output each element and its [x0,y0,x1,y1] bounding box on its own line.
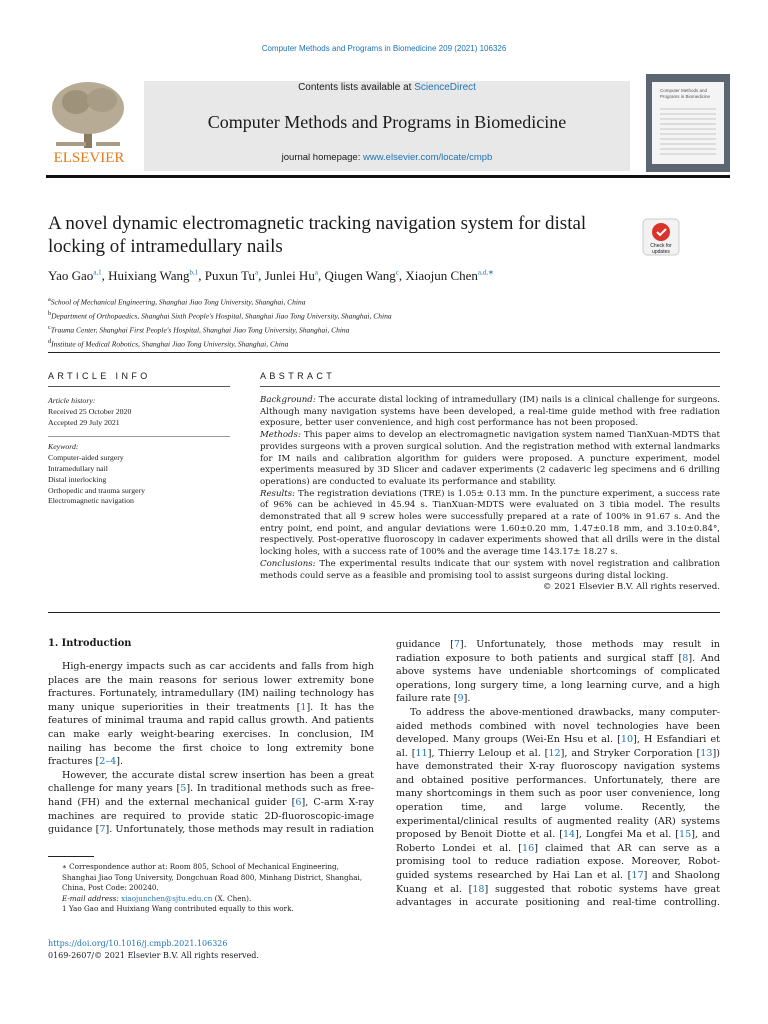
paragraph-text: ]. And above systems have undeniable shortcomings of complicated operations, long surgery time, a long learning curve, and a high failure rate [ [396,652,720,705]
paragraph-text: ] suggested that robotic systems have great advantages in accurate positioning and real-time controlling. [396,883,720,909]
abstract-heading: ABSTRACT [260,371,336,381]
conclusions-text: The experimental results indicate that our system with novel registration and calibration methods could serve as a feasible and promising tool to assist surgeons during distal locking. [260,558,720,581]
intro-paragraph-3 [396,706,720,912]
author-name[interactable]: Huixiang Wang [108,268,190,283]
email-link[interactable]: xiaojunchen@sjtu.edu.cn [121,893,213,903]
abstract-rule-bottom [48,612,720,613]
homepage-prefix: journal homepage: [281,152,363,163]
citation-link[interactable]: 7 [99,824,106,836]
doi-link[interactable]: https://doi.org/10.1016/j.cmpb.2021.106326 [48,939,228,948]
history-label: Article history: [48,396,96,405]
paragraph-text: High-energy impacts such as car accidents and falls from high places are the main reasons for serious lower extremity bone fractures. Fortunately, intramedullary (IM) nailing technology has many unique superiorities in their treatments [ [48,661,374,713]
background-label: Background: [260,395,316,405]
methods-label: Methods: [260,430,301,441]
article-info [48,396,228,507]
paragraph-text: ]. [463,693,471,705]
info-rule [48,386,230,387]
author-affiliation-mark[interactable]: a [314,268,318,277]
citation-link[interactable]: 5 [180,783,187,795]
issn-line: 0169-2607/© 2021 Elsevier B.V. All rights reserved. [48,951,259,960]
affiliation-mark: b [48,310,52,317]
article-info-heading: ARTICLE INFO [48,371,151,381]
email-note [48,894,374,905]
citation-link[interactable]: 8 [682,652,689,664]
author-list: Yao Gao$^{a,1}$, Huixiang Wang$^{b,1}$, Puxun Tu$^a$, Junlei Hu$^a$, Qiugen Wang$^c$, Xiaojun Chen$^{a,d,∗}$ [48,268,494,283]
author-affiliation-mark[interactable]: a,d,∗ [477,268,494,277]
methods-text: This paper aims to develop an electromagnetic navigation system named TianXuan-MDTS that provides surgeons with a proven surgical solution. And the registration method with external landmarks for IM nails and calibration algorithm for guiders were proposed. A puncture experiment, model experiments measured by 3D Slicer and cadaver experiments (2 cadaveric leg specimens and 6 drilling operations) are conducted to evaluate its performance and stability. [260,430,721,487]
paragraph-text: ], Thierry Leloup et al. [ [427,747,549,759]
paragraph-text: However, the accurate distal screw insertion has been a great challenge for many years [ [48,769,374,795]
author-name[interactable]: Puxun Tu [204,268,256,283]
affiliation-item [48,308,728,322]
keyword-item: Intramedullary nail [48,463,108,473]
keyword-item: Distal interlocking [48,474,107,484]
paragraph-text: ], Longfei Ma et al. [ [575,829,680,841]
equal-contribution-note: 1 Yao Gao and Huixiang Wang contributed equally to this work. [62,904,294,914]
article-title: A novel dynamic electromagnetic tracking navigation system for distal locking of intramedullary nails [48,213,587,257]
paragraph-text: ] and Shaolong Kuang et al. [ [396,870,720,895]
correspondence-note: ∗ Correspondence author at: Room 805, School of Mechanical Engineering, Shanghai Jiao Tong University, Dongchuan Road 800, Minhang District, Shanghai, China, Post Code: 200240. [62,862,363,893]
citation-link[interactable]: 1 [300,701,307,713]
keyword-label: Keyword: [48,442,79,452]
affiliation-text: School of Mechanical Engineering, Shanghai Jiao Tong University, Shanghai, China [50,297,306,307]
affiliation-item [48,336,728,350]
elsevier-logo[interactable] [46,78,132,170]
paragraph-text: guidance [ [396,638,454,650]
paragraph-text: ]. In traditional methods such as free-hand (FH) and the external mechanical guider [ [48,783,374,808]
left-column [48,660,374,836]
intro-paragraph-1 [48,660,374,769]
citation-link[interactable]: 16 [522,842,535,854]
info-rule-top [48,352,720,353]
footnotes [48,862,374,915]
paragraph-text: ], H Esfandiari et al. [ [396,734,720,759]
citation-link[interactable]: 15 [679,829,692,841]
abstract-results [260,489,720,559]
paragraph-text: ] claimed that AR can serve as a promising tool to reduce radiation expose. Moreover, Robot-guided systems researched by Hai Lan et al. [ [396,842,720,882]
copyright-notice: © 2021 Elsevier B.V. All rights reserved. [542,582,720,593]
affiliation-list [48,294,728,350]
homepage-line [144,152,630,163]
sciencedirect-link[interactable]: ScienceDirect [414,82,476,93]
paragraph-text: ]. [116,756,124,768]
citation-link[interactable]: 13 [700,747,713,759]
publisher-name: ELSEVIER [53,150,125,166]
affiliation-mark: a [48,296,51,303]
author-affiliation-mark[interactable]: c [395,268,399,277]
author-affiliation-mark[interactable]: b,1 [189,268,199,277]
contents-line [144,82,630,93]
received-date: Received 25 October 2020 [48,406,132,416]
author-affiliation-mark[interactable]: a,1 [93,268,102,277]
cover-title: Computer Methods and Programs in Biomedicine [660,88,711,99]
running-head[interactable]: Computer Methods and Programs in Biomedicine 209 (2021) 106326 [261,44,507,53]
paragraph-text: To address the above-mentioned drawbacks, many computer-aided methods combined with novel technologies have been developed. Many groups (Wei-En Hsu et al. [ [396,706,720,746]
journal-cover[interactable] [646,74,730,172]
affiliation-mark: d [48,338,52,345]
citation-link[interactable]: 6 [295,796,302,808]
abstract-conclusions [260,559,720,582]
check-for-updates-badge[interactable] [642,218,680,256]
citation-link[interactable]: 12 [548,747,561,759]
keyword-item: Electromagnetic navigation [48,496,134,506]
abstract-methods [260,430,720,489]
keyword-item: Orthopedic and trauma surgery [48,485,146,495]
email-label: E-mail address: [62,893,122,903]
abstract-background [260,395,720,430]
affiliation-text: Department of Orthopaedics, Shanghai Sixth People's Hospital, Shanghai Jiao Tong University, Shanghai, China [51,311,392,321]
footnote-rule [48,856,94,857]
author-name[interactable]: Qiugen Wang [324,268,396,283]
citation-link[interactable]: 17 [631,870,644,882]
paragraph-text: ], and Roberto Londei et al. [ [396,829,720,854]
journal-title: Computer Methods and Programs in Biomedicine [207,112,567,132]
citation-link[interactable]: 10 [620,734,634,746]
paragraph-text: ], C-arm X-ray machines are required to provide static 2D-fluoroscopic-image guidance [ [48,796,374,836]
abstract-rule [260,386,720,387]
right-column [396,638,720,912]
keyword-item: Computer-aided surgery [48,453,124,463]
paragraph-text: ], and Stryker Corporation [ [560,747,701,759]
contents-prefix: Contents lists available at [298,82,415,93]
citation-link[interactable]: 11 [415,747,428,759]
intro-paragraph-2-cont [396,638,720,706]
results-text: The registration deviations (TRE) is 1.05± 0.13 mm. In the puncture experiment, a success rate of 96% can be achieved in 45.94 s. TianXuan-MDTS were evaluated on 3 tibia model. The results demonstrated that all 9 screw holes were successfully prepared at a rate of 100% in 91.67 s. And the entry point, end point, and angular deviations were 1.60±0.20 mm, 1.47±0.18 mm, and 3.10±0.84°, respectively. Post-operative fluoroscopy in cadaver experiments showed that all drills were in the distal locking holes, with a success rate of 100% and the average time 143.17± 18.27 s. [260,488,720,558]
intro-paragraph-2 [48,769,374,836]
doi-block [48,938,259,962]
author-name[interactable]: Yao Gao [48,268,94,283]
affiliation-text: Institute of Medical Robotics, Shanghai Jiao Tong University, Shanghai, China [51,339,289,349]
intro-heading: 1. Introduction [48,638,132,649]
accepted-date: Accepted 29 July 2021 [48,417,120,427]
homepage-link[interactable]: www.elsevier.com/locate/cmpb [362,152,493,163]
paragraph-text: ]. Unfortunately, those methods may result in radiation [105,824,374,836]
citation-link[interactable]: 2–4 [99,756,117,768]
citation-link[interactable]: 9 [457,693,464,705]
paragraph-text: ]) have demonstrated their X-ray fluoroscopy navigation systems and obtained positive performances. Unfortunately, there are many shortcomings in them such as poor user convenience, long operation time, and large volume. Recently, the experimental/clinical results of augmented reality (AR) systems proposed by Benoit Diotte et al. [ [396,747,720,841]
citation-link[interactable]: 14 [562,829,576,841]
affiliation-item [48,322,728,336]
abstract-body [260,395,720,594]
results-label: Results: [260,488,296,499]
email-suffix: (X. Chen). [212,893,252,903]
citation-link[interactable]: 18 [472,883,485,895]
author-name[interactable]: Xiaojun Chen [405,268,478,283]
affiliation-text: Trauma Center, Shanghai First People's Hospital, Shanghai Jiao Tong University, Shanghai, China [50,325,350,335]
paragraph-text: ]. It has the features of minimal trauma and rapid callus growth. And patients can make early weight-bearing exercises. In conclusion, IM nailing has become the first choice to long extremity bone fractures [ [48,701,374,768]
affiliation-mark: c [48,324,51,331]
citation-link[interactable]: 7 [453,638,460,650]
conclusions-label: Conclusions: [260,558,316,569]
author-affiliation-mark[interactable]: a [255,268,259,277]
affiliation-item [48,294,728,308]
author-name[interactable]: Junlei Hu [264,268,315,283]
background-text: The accurate distal locking of intramedullary (IM) nails is a clinical challenge for surgeons. Although many navigation systems have been developed, a real-time guide method with free radiation exposure, better user convenience, and high cost performance has not been proposed. [260,395,720,429]
header-rule [46,175,730,178]
badge-label: Check for updates [650,243,672,255]
paragraph-text: ]. Unfortunately, those methods may result in radiation exposure to both patients and surgical staff [ [396,638,720,664]
